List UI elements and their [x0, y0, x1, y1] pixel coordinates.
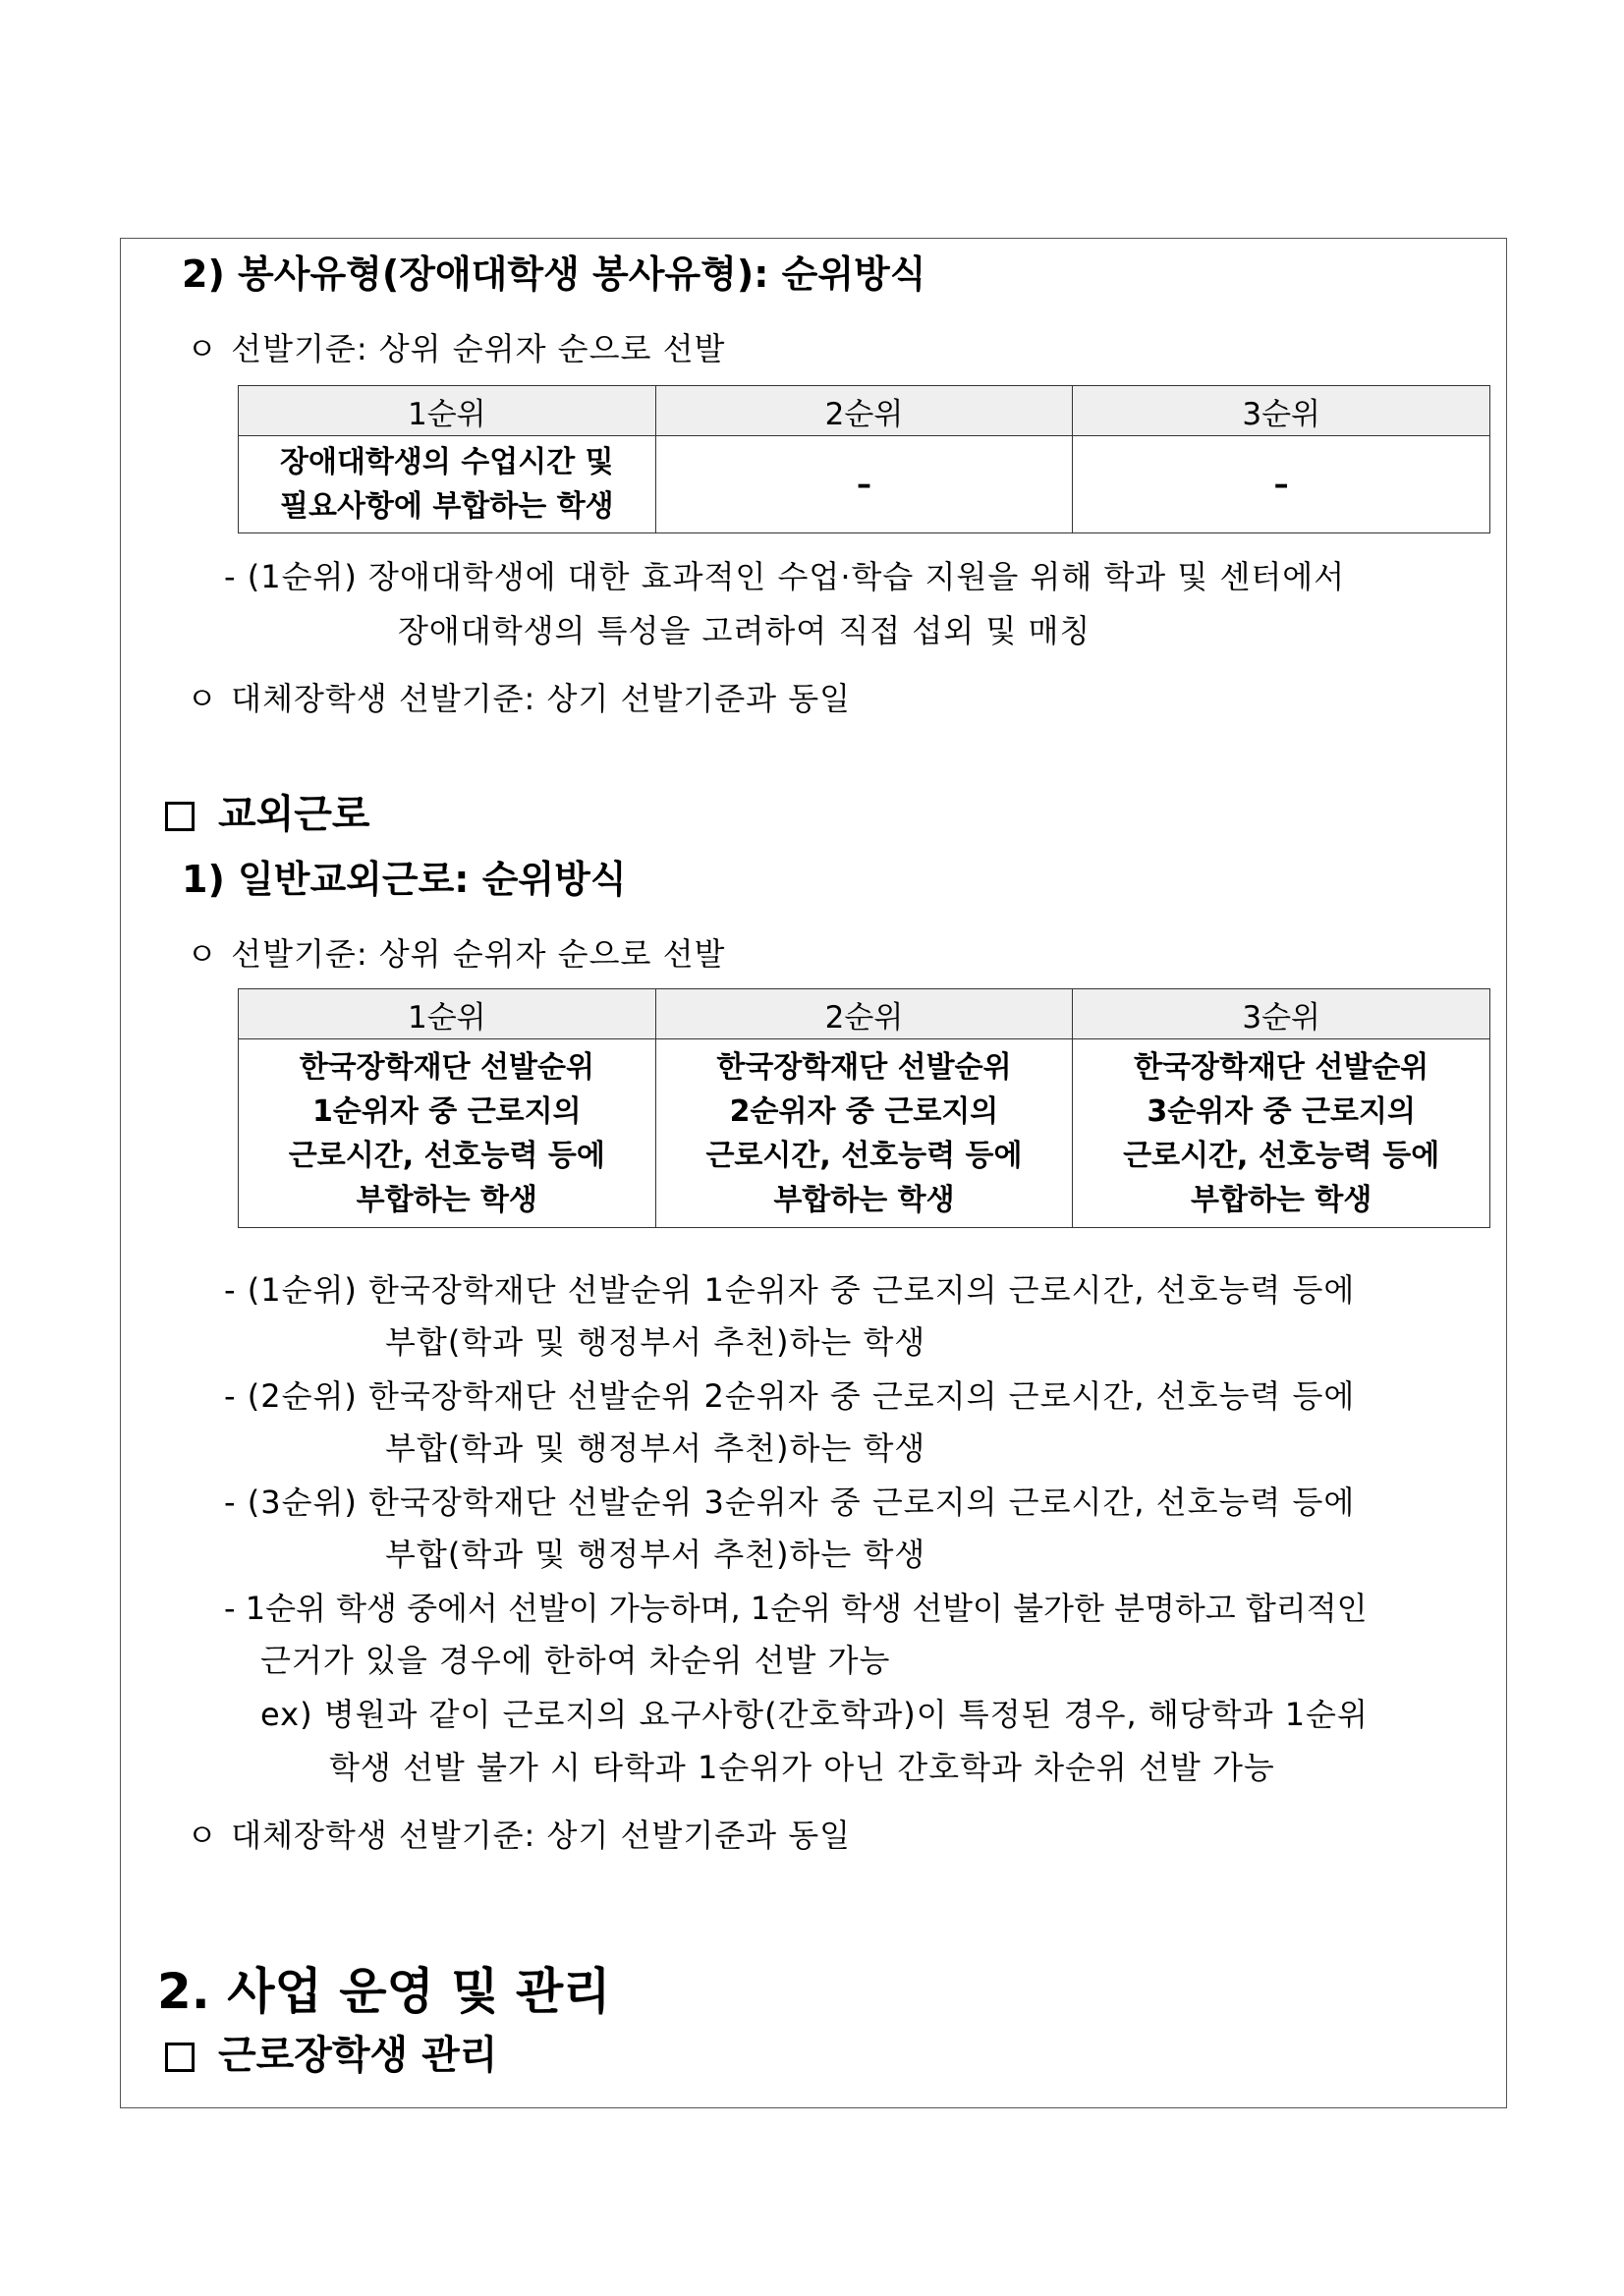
table-cell: –	[1073, 436, 1490, 533]
table-header: 1순위	[239, 386, 656, 436]
offcampus-heading-text: 교외근로	[218, 792, 370, 837]
service-note-line1: - (1순위) 장애대학생에 대한 효과적인 수업·학습 지원을 위해 학과 및 센터에서	[224, 558, 1346, 595]
service-note-line2: 장애대학생의 특성을 고려하여 직접 섭외 및 매칭	[398, 612, 1092, 649]
offcampus-rank-note-line1: - 1순위 학생 중에서 선발이 가능하며, 1순위 학생 선발이 불가한 분명하고 합리적인	[224, 1590, 1368, 1627]
circle-bullet-icon: ㅇ	[187, 1817, 218, 1854]
offcampus-title: 1) 일반교외근로: 순위방식	[182, 858, 627, 901]
offcampus-heading	[165, 783, 370, 839]
ops-subheading	[165, 2024, 497, 2080]
table-cell: 한국장학재단 선발순위 3순위자 중 근로지의 근로시간, 선호능력 등에 부합하는 학생	[1073, 1039, 1490, 1228]
offcampus-note-2-line1: - (2순위) 한국장학재단 선발순위 2순위자 중 근로지의 근로시간, 선호능력 등에	[224, 1377, 1356, 1415]
offcampus-criteria-text: 선발기준: 상위 순위자 순으로 선발	[231, 935, 726, 973]
ops-title: 2. 사업 운영 및 관리	[157, 1963, 611, 2020]
offcampus-criteria	[187, 929, 725, 975]
table-header: 3순위	[1073, 989, 1490, 1039]
table-cell: 한국장학재단 선발순위 2순위자 중 근로지의 근로시간, 선호능력 등에 부합하는 학생	[655, 1039, 1073, 1228]
offcampus-substitute	[187, 1811, 851, 1856]
circle-bullet-icon: ㅇ	[187, 680, 218, 717]
table-header: 3순위	[1073, 386, 1490, 436]
service-type-title: 2) 봉사유형(장애대학생 봉사유형): 순위방식	[182, 252, 926, 296]
ops-subheading-text: 근로장학생 관리	[218, 2033, 498, 2078]
service-criteria-text: 선발기준: 상위 순위자 순으로 선발	[231, 330, 726, 367]
offcampus-note-1-line2: 부합(학과 및 행정부서 추천)하는 학생	[385, 1323, 926, 1361]
table-header: 1순위	[239, 989, 656, 1039]
service-criteria	[187, 324, 725, 369]
circle-bullet-icon: ㅇ	[187, 935, 218, 973]
offcampus-rank-note-line2: 근거가 있을 경우에 한하여 차순위 선발 가능	[260, 1642, 891, 1679]
table-cell: 장애대학생의 수업시간 및 필요사항에 부합하는 학생	[239, 436, 656, 533]
table-header: 2순위	[655, 989, 1073, 1039]
table-cell: –	[655, 436, 1073, 533]
table-header: 2순위	[655, 386, 1073, 436]
offcampus-note-1-line1: - (1순위) 한국장학재단 선발순위 1순위자 중 근로지의 근로시간, 선호능력 등에	[224, 1271, 1356, 1309]
service-substitute	[187, 674, 851, 719]
checkbox-square-icon	[165, 2043, 195, 2072]
offcampus-note-2-line2: 부합(학과 및 행정부서 추천)하는 학생	[385, 1429, 926, 1467]
service-criteria-table	[238, 385, 1490, 533]
checkbox-square-icon	[165, 802, 195, 831]
offcampus-substitute-text: 대체장학생 선발기준: 상기 선발기준과 동일	[231, 1817, 852, 1854]
offcampus-example-line1: ex) 병원과 같이 근로지의 요구사항(간호학과)이 특정된 경우, 해당학과 1순위	[260, 1696, 1369, 1733]
table-cell: 한국장학재단 선발순위 1순위자 중 근로지의 근로시간, 선호능력 등에 부합하는 학생	[239, 1039, 656, 1228]
offcampus-note-3-line1: - (3순위) 한국장학재단 선발순위 3순위자 중 근로지의 근로시간, 선호능력 등에	[224, 1484, 1356, 1521]
offcampus-criteria-table	[238, 988, 1490, 1228]
circle-bullet-icon: ㅇ	[187, 330, 218, 367]
offcampus-example-line2: 학생 선발 불가 시 타학과 1순위가 아닌 간호학과 차순위 선발 가능	[329, 1749, 1275, 1786]
offcampus-note-3-line2: 부합(학과 및 행정부서 추천)하는 학생	[385, 1536, 926, 1573]
service-substitute-text: 대체장학생 선발기준: 상기 선발기준과 동일	[231, 680, 852, 717]
